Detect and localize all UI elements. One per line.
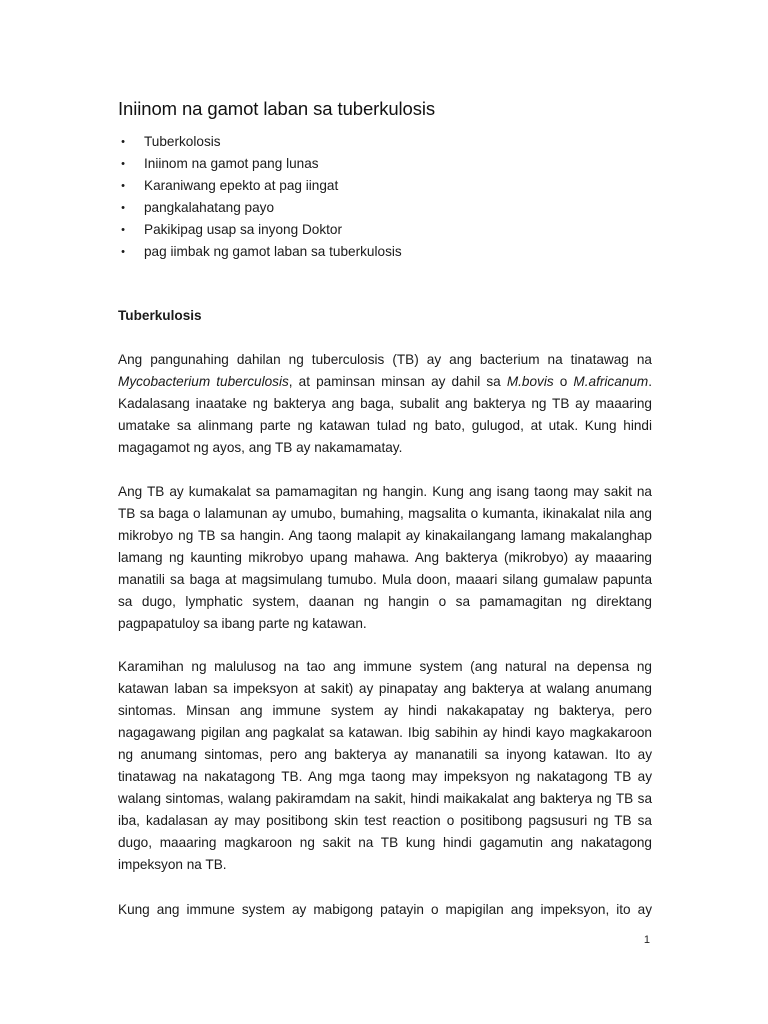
toc-item-label: pag iimbak ng gamot laban sa tuberkulosis [144,244,402,259]
paragraph-text: . Kadalasang inaatake ng bakterya ang baga, subalit ang bakterya ng TB ay maaaring umatake sa alinmang parte ng katawan tulad ng bato, gulugod, at utak. Kung hindi magagamot ng ayos, ang TB ay nakamamatay. [118,374,652,455]
body-paragraph: Kung ang immune system ay mabigong patayin o mapigilan ang impeksyon, ito ay [118,902,652,917]
paragraph-text: Ang pangunahing dahilan ng tuberculosis (TB) ay ang bacterium na tinatawag na [118,352,652,367]
scientific-name: Mycobacterium tuberculosis [118,374,289,389]
paragraph-text: , at paminsan minsan ay dahil sa [288,374,507,389]
bullet-icon: • [121,136,125,148]
toc-item [118,153,402,175]
toc-item [118,219,402,241]
toc-item [118,241,402,263]
body-paragraph [118,349,652,459]
toc-item [118,131,402,153]
body-paragraph: Ang TB ay kumakalat sa pamamagitan ng hangin. Kung ang isang taong may sakit na TB sa baga o lalamunan ay umubo, bumahing, magsalita o kumanta, ikinakalat nila ang mikrobyo ng TB sa hangin. Ang taong malapit ay kinakailangang lamang makalanghap lamang ng kaunting mikrobyo upang mahawa. Ang bakterya (mikrobyo) ay maaaring manatili sa baga at magsimulang tumubo. Mula doon, maaari silang gumalaw papunta sa dugo, lymphatic system, daanan ng hangin o sa pamamagitan ng direktang pagpapatuloy sa ibang parte ng katawan. [118,484,652,631]
bullet-icon: • [121,202,125,214]
paragraph-text: o [553,374,574,389]
section-heading: Tuberkulosis [118,308,202,323]
toc-item-label: Karaniwang epekto at pag iingat [144,178,339,193]
page-number: 1 [643,934,650,946]
toc-item-label: Tuberkolosis [144,134,221,149]
bullet-icon: • [121,224,125,236]
toc-item-label: pangkalahatang payo [144,200,275,215]
scientific-name: M.africanum [573,374,649,389]
scientific-name: M.bovis [506,374,554,389]
toc-item-label: Iniinom na gamot pang lunas [144,156,319,171]
toc-item [118,197,402,219]
document-title: Iniinom na gamot laban sa tuberkulosis [118,98,436,119]
body-paragraph: Karamihan ng malulusog na tao ang immune system (ang natural na depensa ng katawan laban sa impeksyon at sakit) ay pinapatay ang bakterya at walang anumang sintomas. Minsan ang immune system ay hindi nakakapatay ng bakterya, pero nagagawang pigilan ang pagkalat sa katawan. Ibig sabihin ay hindi kayo magkakaroon ng anumang sintomas, pero ang bakterya ay mananatili sa inyong katawan. Ito ay tinatawag na nakatagong TB. Ang mga taong may impeksyon ng nakatagong TB ay walang sintomas, walang pakiramdam na sakit, hindi maikakalat ang bakterya ng TB sa iba, kadalasan ay may positibong skin test reaction o positibong pagsusuri ng TB sa dugo, maaaring magkaroon ng sakit na TB kung hindi gagamutin ang nakatagong impeksyon na TB. [118,659,652,872]
table-of-contents [118,131,402,263]
toc-item [118,175,402,197]
bullet-icon: • [121,158,125,170]
bullet-icon: • [121,180,125,192]
toc-item-label: Pakikipag usap sa inyong Doktor [144,222,342,237]
bullet-icon: • [121,246,125,258]
